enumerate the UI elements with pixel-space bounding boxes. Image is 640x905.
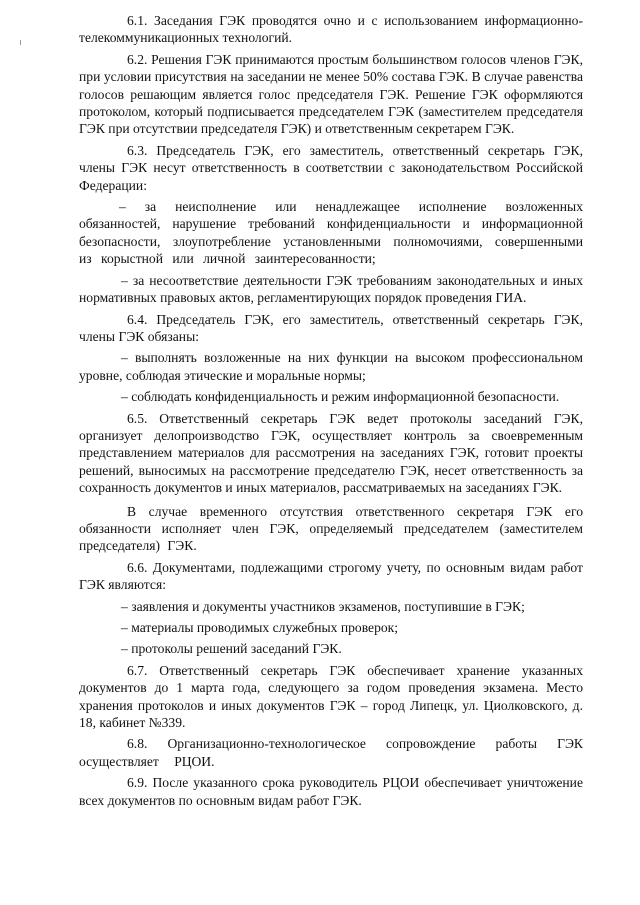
paragraph-6-6: 6.6. Документами, подлежащими строгому учету, по основным видам работ ГЭК являются:: [79, 559, 583, 593]
document-body: [79, 12, 583, 809]
paragraph-6-3-item-2: – за несоответствие деятельности ГЭК требованиям законодательных и иных нормативных правовых актов, регламентирующих порядок проведения ГИА.: [79, 272, 583, 306]
paragraph-6-4-item-2: – соблюдать конфиденциальность и режим информационной безопасности.: [121, 389, 560, 405]
paragraph-6-4-item-1: – выполнять возложенные на них функции на высоком профессиональном уровне, соблюдая этические и моральные нормы;: [79, 350, 583, 383]
paragraph-6-4: 6.4. Председатель ГЭК, его заместитель, ответственный секретарь ГЭК, члены ГЭК обязаны:: [79, 311, 583, 344]
paragraph-6-7: 6.7. Ответственный секретарь ГЭК обеспечивает хранение указанных документов до 1 марта года, следующего за годом проведения экзамена. Место хранения протоколов и иных документов ГЭК – город Липецк, ул. Циолковского, д. 18, кабинет №339.: [79, 662, 583, 731]
paragraph-6-3-item-1: – за неисполнение или ненадлежащее исполнение возложенных обязанностей, нарушение требований конфиденциальности и информационной безопасности, злоупотребление установленными полномочиями, совершенными из корыстной или личной заинтересованности;: [79, 199, 583, 267]
paragraph-6-6-item-1: – заявления и документы участников экзаменов, поступившие в ГЭК;: [121, 598, 525, 614]
paragraph-6-6-item-3: – протоколы решений заседаний ГЭК.: [121, 641, 342, 657]
scan-mark: [20, 40, 21, 45]
paragraph-6-5-substitute: В случае временного отсутствия ответственного секретаря ГЭК его обязанности исполняет член ГЭК, определяемый председателем (заместителем председателя) ГЭК.: [79, 503, 583, 554]
paragraph-6-1: 6.1. Заседания ГЭК проводятся очно и с использованием информационно-телекоммуникационных технологий.: [79, 13, 583, 46]
paragraph-6-8: 6.8. Организационно-технологическое сопровождение работы ГЭК осуществляет РЦОИ.: [79, 736, 583, 769]
paragraph-6-9: 6.9. После указанного срока руководитель РЦОИ обеспечивает уничтожение всех документов по основным видам работ ГЭК.: [79, 775, 583, 808]
paragraph-6-2: 6.2. Решения ГЭК принимаются простым большинством голосов членов ГЭК, при условии присутствия на заседании не менее 50% состава ГЭК. В случае равенства голосов решающим является голос председателя ГЭК. Решение ГЭК оформляются протоколом, который подписывается председателем ГЭК (заместителем председателя ГЭК при отсутствии председателя ГЭК) и ответственным секретарем ГЭК.: [79, 51, 583, 137]
paragraph-6-3: 6.3. Председатель ГЭК, его заместитель, ответственный секретарь ГЭК, члены ГЭК несут ответственность в соответствии с законодательством Российской Федерации:: [79, 142, 583, 193]
paragraph-6-5: 6.5. Ответственный секретарь ГЭК ведет протоколы заседаний ГЭК, организует делопроизводство ГЭК, осуществляет контроль за своевременным представлением материалов для рассмотрения на заседаниях ГЭК, готовит проекты решений, выносимых на рассмотрение председателю ГЭК, несет ответственность за сохранность документов и иных материалов, рассматриваемых на заседаниях ГЭК.: [79, 410, 583, 496]
paragraph-6-6-item-2: – материалы проводимых служебных проверок;: [121, 620, 399, 635]
